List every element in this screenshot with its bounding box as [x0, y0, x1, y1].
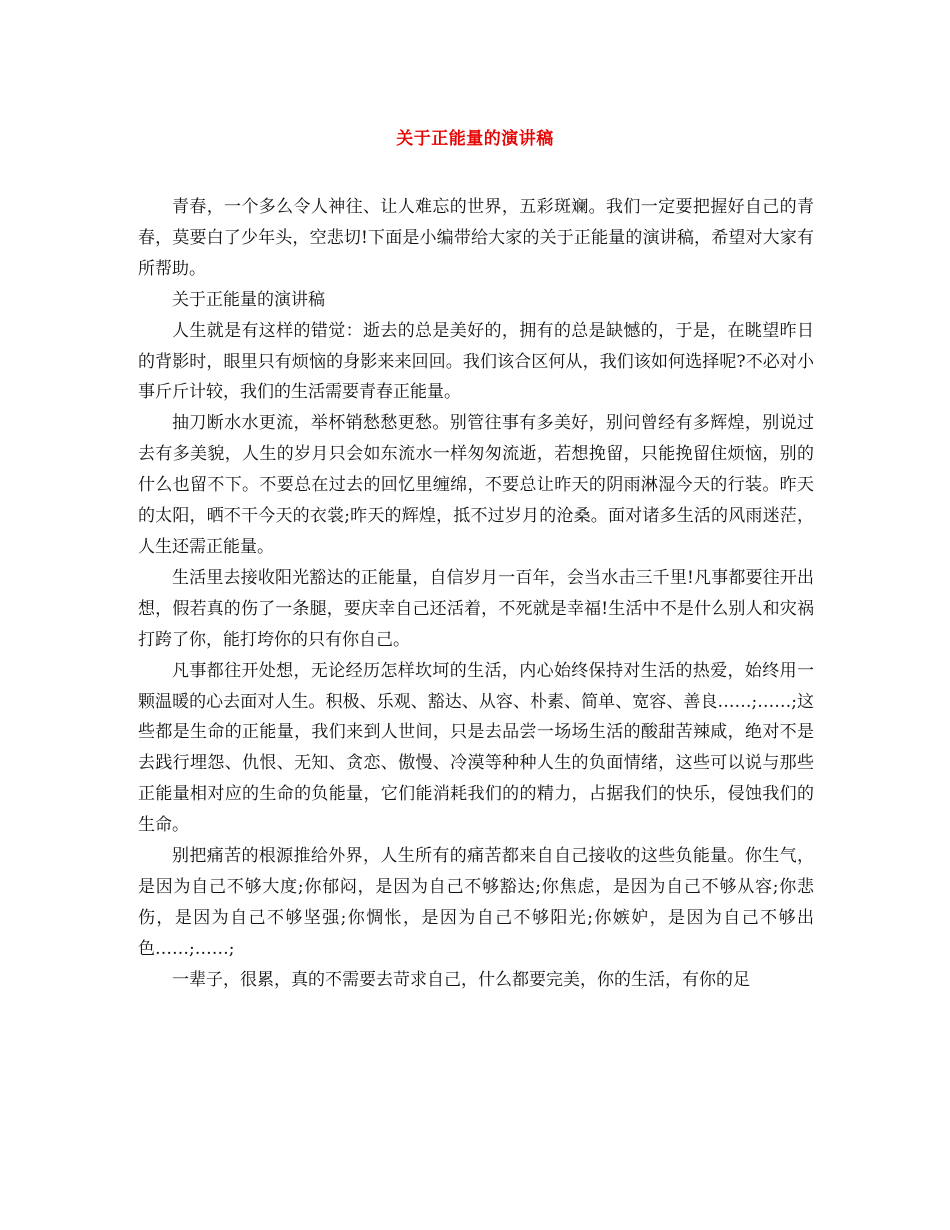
- paragraph-body: 人生就是有这样的错觉：逝去的总是美好的，拥有的总是缺憾的，于是，在眺望昨日的背影时，眼里只有烦恼的身影来来回回。我们该合区何从，我们该如何选择呢?不必对小事斤斤计较，我们的生活需要青春正能量。: [138, 320, 814, 403]
- paragraph-body: 一辈子，很累，真的不需要去苛求自己，什么都要完美，你的生活，有你的足: [172, 969, 750, 990]
- paragraph-subtitle: 关于正能量的演讲稿: [172, 289, 325, 310]
- document-body: [138, 192, 814, 996]
- paragraph-body: 抽刀断水水更流，举杯销愁愁更愁。别管往事有多美好，别问曾经有多辉煌，别说过去有多美貌，人生的岁月只会如东流水一样匆匆流逝，若想挽留，只能挽留住烦恼，别的什么也留不下。不要总在过去的回忆里缠绵，不要总让昨天的阴雨淋湿今天的行装。昨天的太阳，晒不干今天的衣裳;昨天的辉煌，抵不过岁月的沧桑。面对诸多生活的风雨迷茫，人生还需正能量。: [138, 413, 814, 557]
- paragraph-intro: 青春，一个多么令人神往、让人难忘的世界，五彩斑斓。我们一定要把握好自己的青春，莫要白了少年头，空悲切!下面是小编带给大家的关于正能量的演讲稿，希望对大家有所帮助。: [138, 197, 814, 279]
- paragraph-body: 生活里去接收阳光豁达的正能量，自信岁月一百年，会当水击三千里!凡事都要往开出想，假若真的伤了一条腿，要庆幸自己还活着，不死就是幸福!生活中不是什么别人和灾祸打跨了你，能打垮你的只有你自己。: [138, 567, 814, 650]
- paragraph-body: 凡事都往开处想，无论经历怎样坎坷的生活，内心始终保持对生活的热爱，始终用一颗温暖的心去面对人生。积极、乐观、豁达、从容、朴素、简单、宽容、善良……;……;这些都是生命的正能量，我们来到人世间，只是去品尝一场场生活的酸甜苦辣咸，绝对不是去践行埋怨、仇恨、无知、贪恋、傲慢、冷漠等种种人生的负面情绪，这些可以说与那些正能量相对应的生命的负能量，它们能消耗我们的的精力，占据我们的快乐，侵蚀我们的生命。: [138, 660, 814, 836]
- paragraph-body: 别把痛苦的根源推给外界，人生所有的痛苦都来自自己接收的这些负能量。你生气，是因为自己不够大度;你郁闷，是因为自己不够豁达;你焦虑，是因为自己不够从容;你悲伤，是因为自己不够坚强;你惆怅，是因为自己不够阳光;你嫉妒，是因为自己不够出色……;……;: [138, 846, 814, 959]
- document-title: 关于正能量的演讲稿: [396, 129, 554, 149]
